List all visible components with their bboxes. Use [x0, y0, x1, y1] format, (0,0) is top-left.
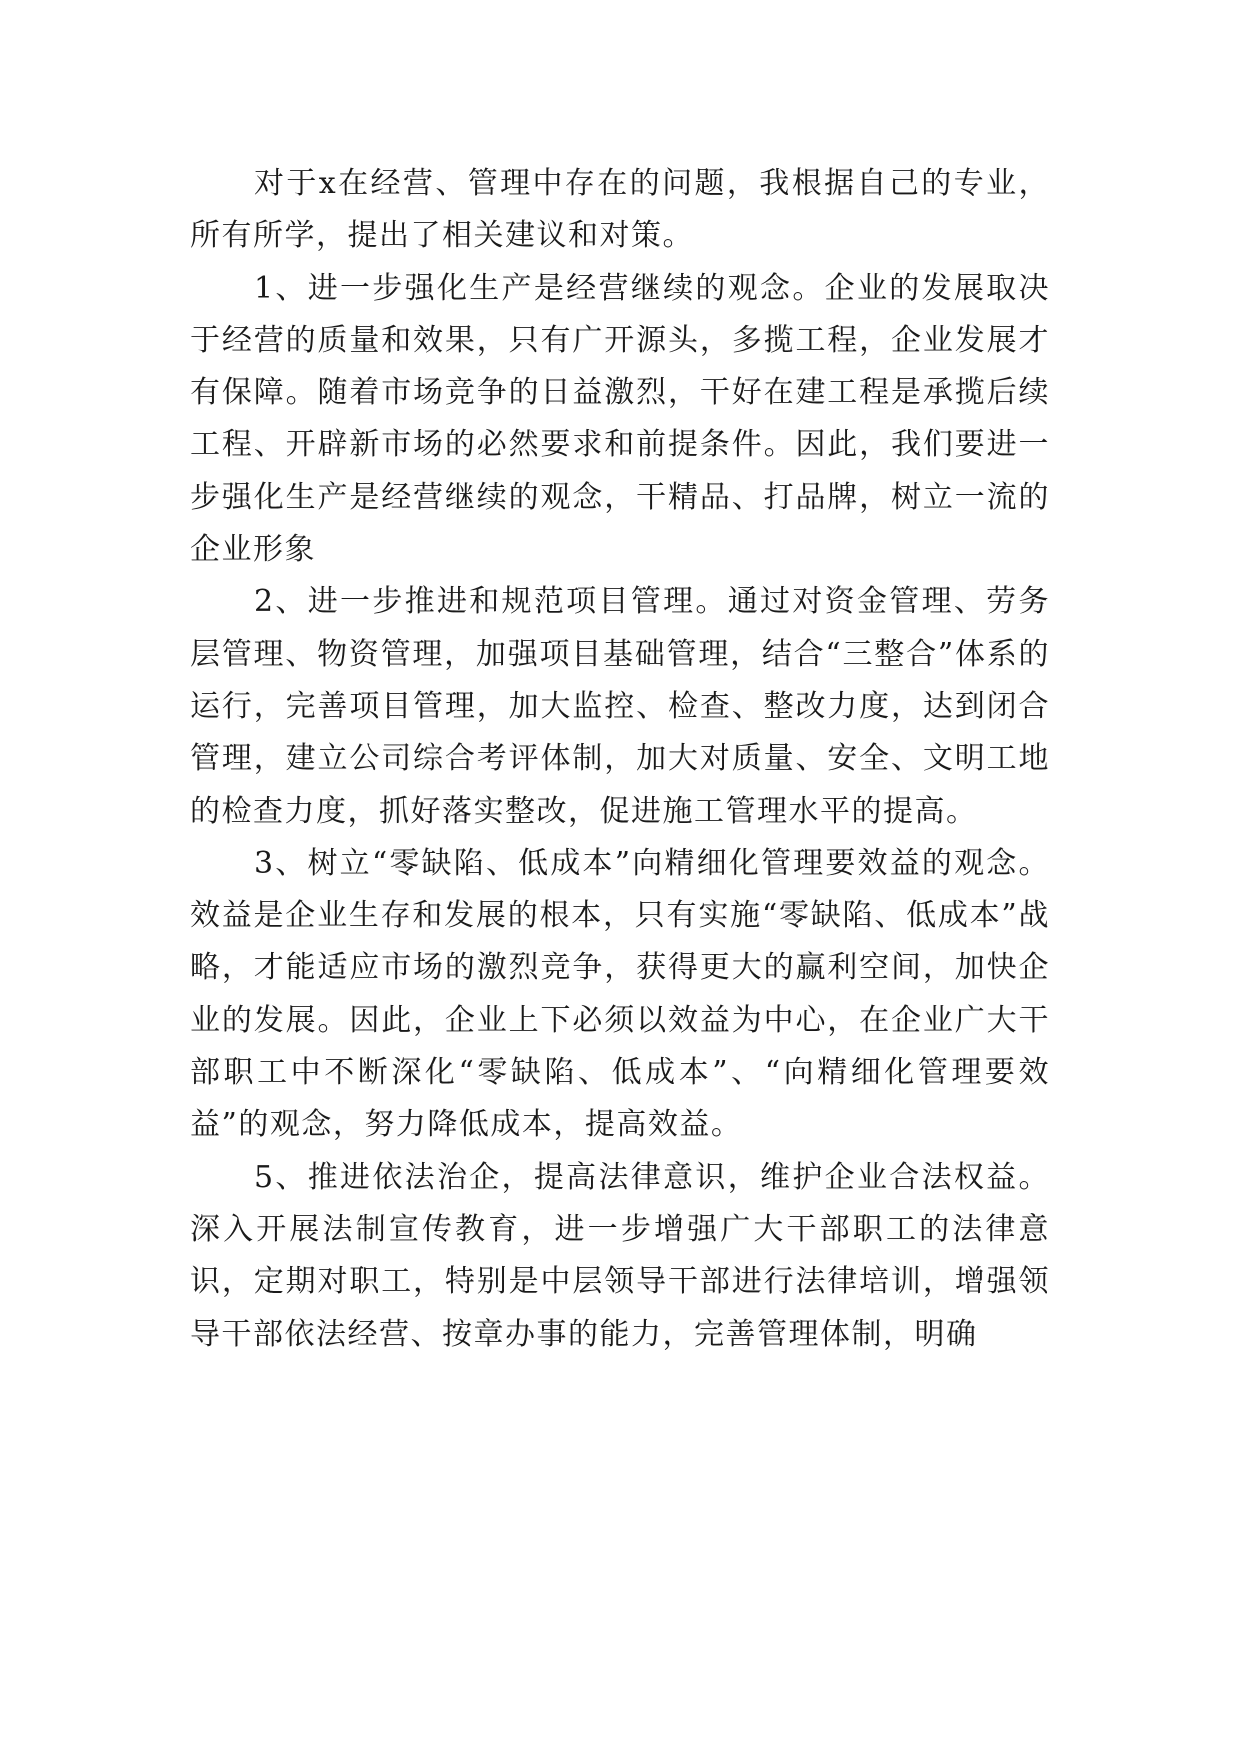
paragraph-intro: 对于x在经营、管理中存在的问题，我根据自己的专业，所有所学，提出了相关建议和对策。 [190, 166, 1050, 254]
paragraph-item-5: 5、推进依法治企，提高法律意识，维护企业合法权益。深入开展法制宣传教育，进一步增强广大干部职工的法律意识，定期对职工，特别是中层领导干部进行法律培训，增强领导干部依法经营、按章办事的能力，完善管理体制，明确 [190, 1159, 1050, 1352]
paragraph-item-3: 3、树立“零缺陷、低成本”向精细化管理要效益的观念。效益是企业生存和发展的根本，只有实施“零缺陷、低成本”战略，才能适应市场的激烈竞争，获得更大的赢利空间，加快企业的发展。因此，企业上下必须以效益为中心，在企业广大干部职工中不断深化“零缺陷、低成本”、“向精细化管理要效益”的观念，努力降低成本，提高效益。 [190, 845, 1050, 1143]
paragraph-item-2: 2、进一步推进和规范项目管理。通过对资金管理、劳务层管理、物资管理，加强项目基础管理，结合“三整合”体系的运行，完善项目管理，加大监控、检查、整改力度，达到闭合管理，建立公司综合考评体制，加大对质量、安全、文明工地的检查力度，抓好落实整改，促进施工管理水平的提高。 [190, 584, 1050, 829]
paragraph-item-1: 1、进一步强化生产是经营继续的观念。企业的发展取决于经营的质量和效果，只有广开源头，多揽工程，企业发展才有保障。随着市场竞争的日益激烈，干好在建工程是承揽后续工程、开辟新市场的必然要求和前提条件。因此，我们要进一步强化生产是经营继续的观念，干精品、打品牌，树立一流的企业形象 [190, 270, 1050, 568]
document-body [190, 158, 1050, 1361]
